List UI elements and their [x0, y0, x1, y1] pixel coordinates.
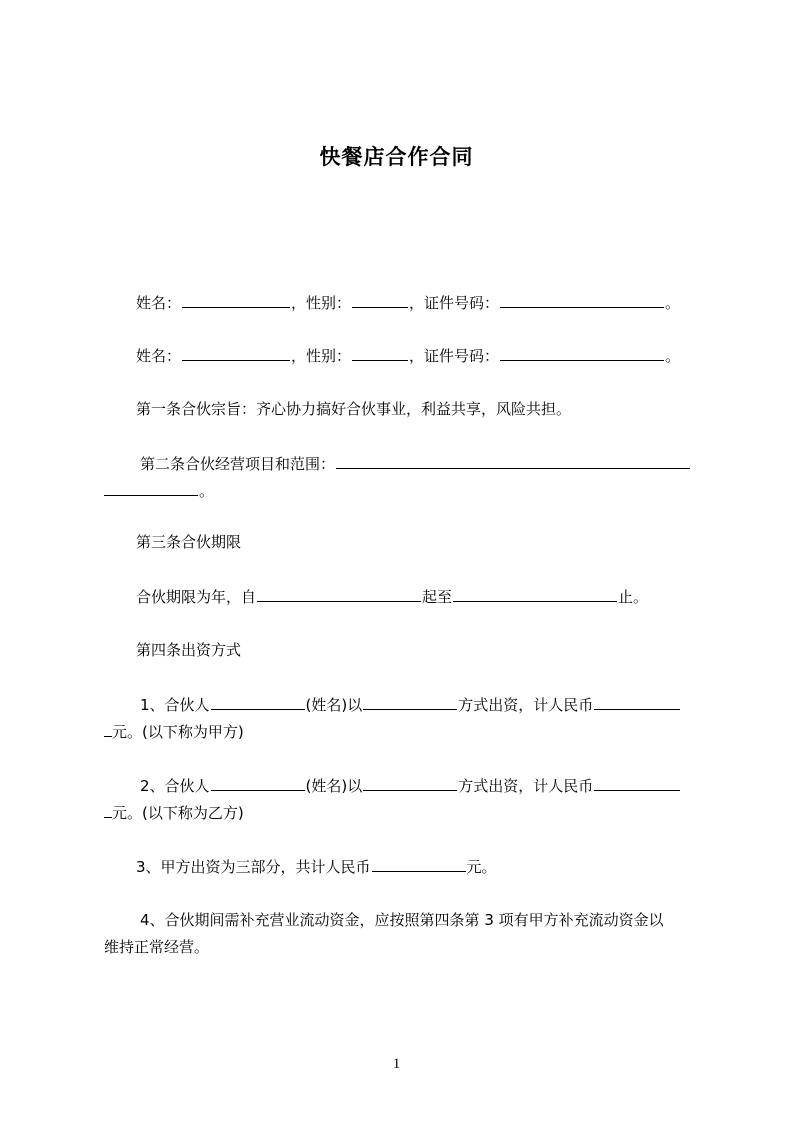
article-4-item-2-line-2 [104, 802, 244, 823]
article-4-item-1-line-2 [104, 721, 244, 742]
term-text-c: 止。 [618, 588, 649, 606]
article-4-item-2-line-1 [140, 775, 681, 796]
name-label: 姓名： [136, 294, 182, 312]
article-4-heading: 第四条出资方式 [136, 641, 242, 659]
article-4-item-4-line-2: 维持正常经营。 [104, 938, 210, 956]
partner-name-blank[interactable] [211, 694, 305, 710]
partner-name-blank[interactable] [211, 775, 305, 791]
id-blank[interactable] [500, 345, 664, 361]
name-blank[interactable] [182, 292, 290, 308]
gender-label: ，性别： [291, 347, 352, 365]
line-end: 。 [665, 347, 681, 365]
start-date-blank[interactable] [257, 586, 421, 602]
item-1-text-d: 元。(以下称为甲方) [112, 723, 244, 741]
amount-blank[interactable] [594, 775, 680, 791]
gender-label: ，性别： [291, 294, 352, 312]
item-1-text-a: 1、合伙人 [140, 696, 210, 714]
gender-blank[interactable] [352, 345, 408, 361]
article-2-line-1 [140, 453, 691, 474]
contribution-method-blank[interactable] [363, 694, 457, 710]
article-4-item-4-line-1: 4、合伙期间需补充营业流动资金，应按照第四条第 3 项有甲方补充流动资金以 [140, 911, 664, 929]
item-3-text-b: 元。 [466, 858, 497, 876]
name-label: 姓名： [136, 347, 182, 365]
article-4-item-3 [136, 856, 497, 877]
item-1-text-c: 方式出资，计人民币 [458, 696, 594, 714]
id-label: ，证件号码： [409, 347, 500, 365]
id-label: ，证件号码： [409, 294, 500, 312]
article-4-item-1-line-1 [140, 694, 681, 715]
contribution-method-blank[interactable] [363, 775, 457, 791]
id-blank[interactable] [500, 292, 664, 308]
document-title: 快餐店合作合同 [319, 145, 474, 169]
item-2-text-d: 元。(以下称为乙方) [112, 804, 244, 822]
amount-blank-cont[interactable] [104, 802, 112, 818]
article-3-heading: 第三条合伙期限 [136, 533, 242, 551]
amount-blank[interactable] [594, 694, 680, 710]
article-1: 第一条合伙宗旨：齐心协力搞好合伙事业，利益共享，风险共担。 [136, 400, 572, 418]
page-number: 1 [392, 1056, 401, 1072]
party-line-1 [136, 292, 680, 313]
item-3-text-a: 3、甲方出资为三部分，共计人民币 [136, 858, 371, 876]
item-2-text-b: (姓名)以 [305, 777, 363, 795]
scope-blank-1[interactable] [336, 453, 690, 469]
term-text-a: 合伙期限为年，自 [136, 588, 257, 606]
party-line-2 [136, 345, 680, 366]
amount-blank-cont[interactable] [104, 721, 112, 737]
term-text-b: 起至 [422, 588, 453, 606]
item-2-text-c: 方式出资，计人民币 [458, 777, 594, 795]
line-end: 。 [665, 294, 681, 312]
scope-blank-2[interactable] [104, 480, 198, 496]
article-2-label: 第二条合伙经营项目和范围： [140, 455, 336, 473]
item-1-text-b: (姓名)以 [305, 696, 363, 714]
article-3-term [136, 586, 648, 607]
line-end: 。 [199, 482, 215, 500]
article-2-line-2 [104, 480, 214, 501]
total-amount-blank[interactable] [372, 856, 466, 872]
gender-blank[interactable] [352, 292, 408, 308]
end-date-blank[interactable] [453, 586, 617, 602]
item-2-text-a: 2、合伙人 [140, 777, 210, 795]
name-blank[interactable] [182, 345, 290, 361]
